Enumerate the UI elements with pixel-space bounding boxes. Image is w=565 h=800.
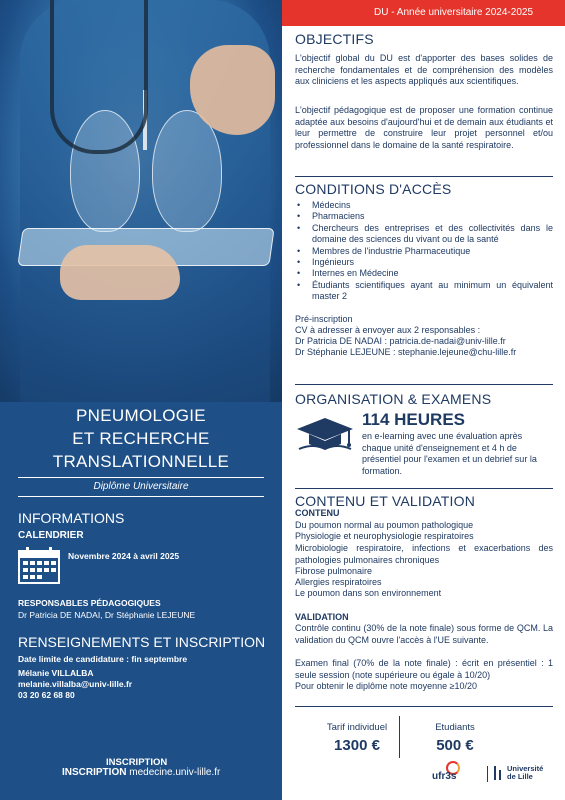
list-item: • Membres de l'industrie Pharmaceutique	[295, 246, 553, 257]
list-item: • Chercheurs des entreprises et des collectivités dans le domaine des sciences du vivant ou de la santé	[295, 223, 553, 246]
stethoscope	[50, 0, 148, 154]
course-title	[0, 404, 282, 473]
divider	[295, 706, 553, 707]
contenu-line: Fibrose pulmonaire	[295, 566, 373, 576]
conditions-heading: CONDITIONS D'ACCÈS	[295, 181, 452, 197]
divider	[18, 496, 264, 497]
lille-logo-mark	[494, 766, 496, 780]
cover-photo	[0, 0, 282, 402]
calendar-icon	[18, 546, 60, 584]
validation-p1: Contrôle continu (30% de la note finale) sous forme de QCM. La validation du QCM ouvre l'accès à l'UE suivante.	[295, 623, 553, 645]
title-line-3: TRANSLATIONNELLE	[52, 452, 230, 471]
divider	[295, 176, 553, 177]
list-item: • Étudiants scientifiques ayant au minimum un équivalent master 2	[295, 280, 553, 303]
list-item: • Ingénieurs	[295, 257, 553, 268]
left-column	[0, 0, 282, 800]
du-label: Diplôme Universitaire	[93, 481, 189, 492]
calendrier-dates: Novembre 2024 à avril 2025	[68, 551, 180, 561]
title-line-2: ET RECHERCHE	[72, 429, 210, 448]
responsables-names: Dr Patricia DE NADAI, Dr Stéphanie LEJEUNE	[18, 610, 196, 620]
right-column	[282, 0, 565, 800]
contact-1[interactable]: Dr Patricia DE NADAI : patricia.de-nadai@univ-lille.fr	[295, 336, 506, 346]
year-banner	[282, 0, 565, 26]
tarif-etudiants-label: Etudiants	[435, 722, 475, 733]
organisation-heading: ORGANISATION & EXAMENS	[295, 391, 492, 407]
objectifs-heading: OBJECTIFS	[295, 31, 374, 47]
objectifs-p2: L'objectif pédagogique est de proposer une formation continue adaptée aux besoins d'aujourd'hui et de demain aux étudiants et leur permettre de construire leur projet personnel et/ou professionnel dans le domaine de la santé respiratoire.	[295, 105, 553, 150]
contact-email[interactable]: melanie.villalba@univ-lille.fr	[18, 679, 133, 689]
inscription-row	[62, 767, 220, 778]
hand-left	[60, 245, 180, 300]
tarif-individuel-price: 1300 €	[334, 737, 380, 754]
responsables-heading: RESPONSABLES PÉDAGOGIQUES	[18, 598, 161, 608]
divider	[295, 384, 553, 385]
hours-value: 114 HEURES	[362, 410, 465, 429]
renseignements-heading: RENSEIGNEMENTS ET INSCRIPTION	[18, 634, 266, 650]
lille-logo-mark	[499, 770, 501, 780]
graduation-cap-icon	[295, 416, 355, 454]
lille-logo-line2: de Lille	[507, 772, 533, 781]
contenu-line: Physiologie et neurophysiologie respiratoires	[295, 531, 474, 541]
contenu-line: Allergies respiratoires	[295, 577, 382, 587]
validation-p3: Pour obtenir le diplôme note moyenne ≥10/20	[295, 681, 478, 691]
contenu-line: Du poumon normal au poumon pathologique	[295, 520, 474, 530]
tarif-etudiants-price: 500 €	[436, 737, 474, 754]
tarif-etudiants	[390, 716, 520, 754]
inscription-url[interactable]: medecine.univ-lille.fr	[129, 767, 221, 778]
banner-text: DU - Année universitaire 2024-2025	[374, 7, 533, 18]
universite-lille-logo	[494, 764, 554, 788]
validation-heading: VALIDATION	[295, 612, 349, 622]
contact-phone: 03 20 62 68 80	[18, 690, 75, 700]
title-line-1: PNEUMOLOGIE	[76, 406, 206, 425]
inscription-label: INSCRIPTION	[106, 757, 168, 768]
conditions-list	[295, 200, 553, 303]
contact-name: Mélanie VILLALBA	[18, 668, 94, 678]
contenu-sub: CONTENU	[295, 508, 340, 518]
list-item: • Pharmaciens	[295, 211, 553, 222]
divider	[487, 766, 488, 782]
inscription-label-2: INSCRIPTION	[62, 767, 127, 778]
contact-2[interactable]: Dr Stéphanie LEJEUNE : stephanie.lejeune@chu-lille.fr	[295, 347, 517, 357]
contenu-line: Le poumon dans son environnement	[295, 588, 442, 598]
list-item: • Internes en Médecine	[295, 268, 553, 279]
organisation-desc: en e-learning avec une évaluation après chaque unité d'enseignement et 4 h de présentiel pour l'examen et un debrief sur la formation.	[362, 431, 537, 476]
contenu-line: Microbiologie respiratoire, infections et exacerbations des pathologies pulmonaires chroniques	[295, 543, 553, 565]
validation-p2: Examen final (70% de la note finale) : écrit en présentiel : 1 seule session (note supérieure ou égale à 10/20)	[295, 658, 553, 680]
date-limite: Date limite de candidature : fin septembre	[18, 654, 188, 664]
objectifs-p1: L'objectif global du DU est d'apporter des bases solides de recherche fondamentales et de compréhension des modèles aux cliniciens et les aspects appliqués aux scientifiques.	[295, 53, 553, 86]
ufr3s-logo	[430, 761, 490, 785]
divider	[18, 477, 264, 478]
ufr3s-logo-text: ufr3s	[432, 771, 457, 782]
lille-logo-text	[507, 765, 543, 781]
list-item: • Médecins	[295, 200, 553, 211]
lille-logo-line1: Université	[507, 764, 544, 773]
preinscription: Pré-inscription	[295, 314, 353, 324]
tarif-individuel-label: Tarif individuel	[326, 722, 388, 733]
calendrier-heading: CALENDRIER	[18, 530, 84, 541]
cv-text: CV à adresser à envoyer aux 2 responsables :	[295, 325, 481, 335]
divider	[295, 488, 553, 489]
informations-heading: INFORMATIONS	[18, 510, 125, 526]
contenu-heading: CONTENU ET VALIDATION	[295, 493, 475, 509]
